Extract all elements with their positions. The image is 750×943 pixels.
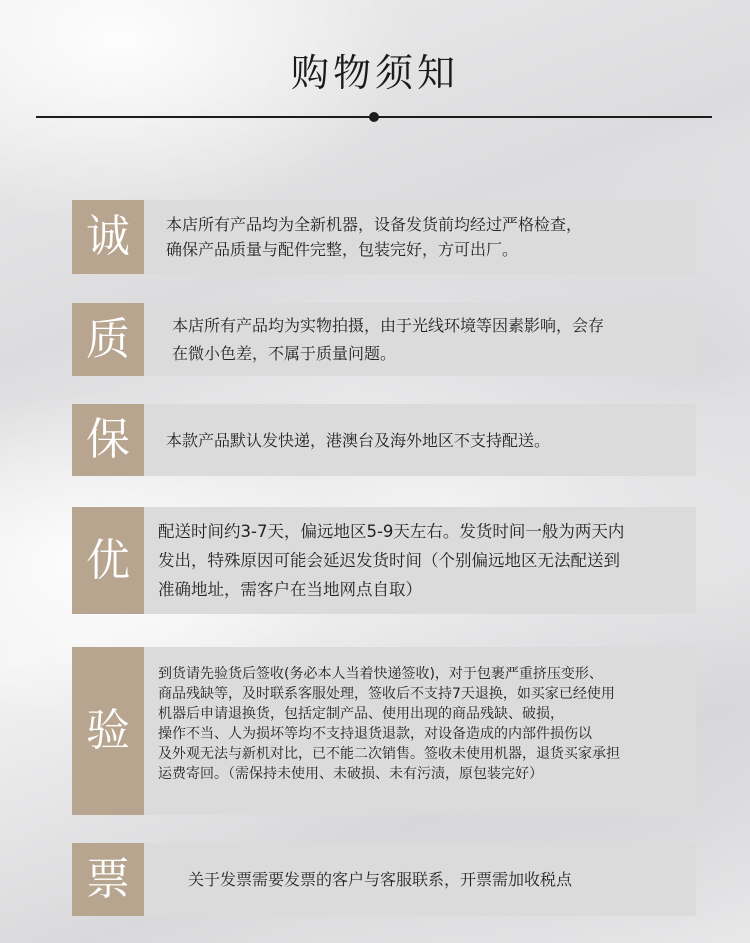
notice-card-photos xyxy=(72,303,696,376)
notice-card-invoice xyxy=(72,843,696,916)
glyph-box xyxy=(72,200,144,274)
notice-text: 配送时间约3-7天，偏远地区5-9天左右。发货时间一般为两天内 发出，特殊原因可能会延迟发货时间（个别偏远地区无法配送到 准确地址，需客户在当地网点自取） xyxy=(158,522,625,599)
glyph-box xyxy=(72,303,144,376)
divider-dot xyxy=(369,112,379,122)
notice-text: 关于发票需要发票的客户与客服联系，开票需加收税点 xyxy=(188,870,573,889)
section-glyph: 优 xyxy=(86,534,130,586)
glyph-box xyxy=(72,404,144,476)
notice-text-container xyxy=(144,303,696,376)
notice-text: 本店所有产品均为全新机器，设备发货前均经过严格检查， 确保产品质量与配件完整，包装完好，方可出厂。 xyxy=(166,215,583,259)
glyph-box xyxy=(72,647,144,815)
section-glyph: 诚 xyxy=(86,211,130,262)
notice-text: 本款产品默认发快递，港澳台及海外地区不支持配送。 xyxy=(166,430,551,450)
page-title: 购物须知 xyxy=(290,51,459,95)
glyph-box xyxy=(72,843,144,916)
notice-text-container xyxy=(144,200,696,274)
section-glyph: 票 xyxy=(86,853,130,905)
notice-card-delivery-scope xyxy=(72,404,696,476)
notice-text: 本店所有产品均为实物拍摄，由于光线环境等因素影响，会存 在微小色差，不属于质量问题。 xyxy=(172,315,605,363)
notice-text-container xyxy=(144,404,696,476)
notice-text: 到货请先验货后签收(务必本人当着快递签收)，对于包裹严重挤压变形、 商品残缺等，及时联系客服处理，签收后不支持7天退换，如买家已经使用 机器后申请退换货，包括定制产品、使用出现的商品残缺、破损， 操作不当、人为损坏等均不支持退货退款，对设备造成的内部件损伤以 及外观无法与新机对比，已不能二次销售。签收未使用机器，退货买家承担 运费寄回。（需保持未使用、未破损、未有污渍，原包装完好） xyxy=(158,666,620,782)
notice-text-container xyxy=(144,843,696,916)
glyph-box xyxy=(72,507,144,614)
notice-text-container xyxy=(144,507,696,614)
section-glyph: 保 xyxy=(86,414,130,465)
section-glyph: 质 xyxy=(86,313,130,365)
notice-text-container xyxy=(144,647,696,815)
notice-card-quality-check xyxy=(72,200,696,274)
notice-card-inspection xyxy=(72,647,696,815)
section-glyph: 验 xyxy=(86,705,130,756)
notice-card-delivery-time xyxy=(72,507,696,614)
